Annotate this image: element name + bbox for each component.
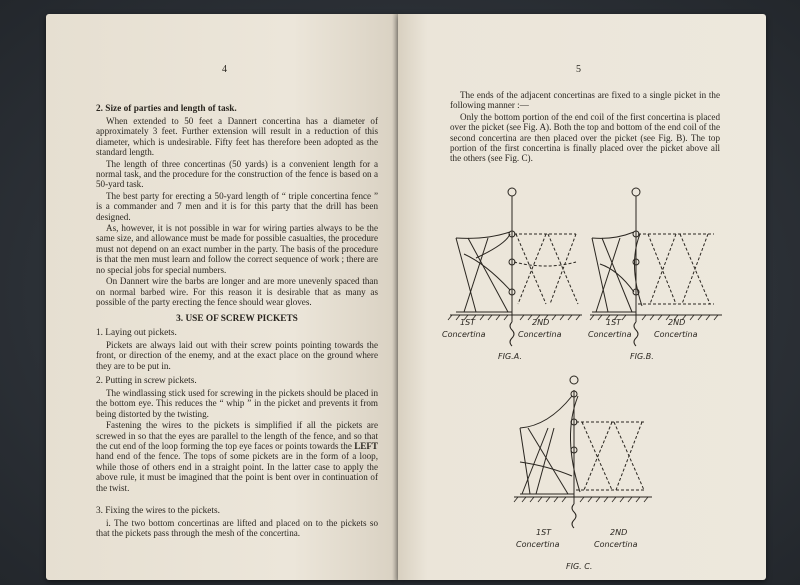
subsection-heading: 3. Fixing the wires to the pickets. xyxy=(96,506,220,516)
subsection-heading: 2. Putting in screw pickets. xyxy=(96,376,197,386)
paragraph: Pickets are always laid out with their screw points pointing towards the front, or direction of the enemy, and at the exact place on the ground where they are to be put in. xyxy=(96,340,378,371)
section-body xyxy=(96,518,378,540)
paragraph: As, however, it is not possible in war for wiring parties always to be the same size, and allowance must be made for possible casualties, the procedure must not depend on an exact number in the party. The basis of the procedure is that the men must learn and follow the correct sequence of work ; there are no special jobs for special numbers. xyxy=(96,223,378,275)
figure-b-caption: FIG.B. xyxy=(630,352,654,361)
page-number: 4 xyxy=(222,64,227,75)
paragraph: The windlassing stick used for screwing in the pickets should be placed in the bottom eye. This reduces the “ whip ” in the picket and prevents it from being distorted by the twisting. xyxy=(96,388,378,419)
figure-a-caption: FIG.A. xyxy=(498,352,522,361)
section-body xyxy=(450,90,720,165)
figure-label-first-caption: Concertina xyxy=(516,540,560,549)
figure-c-illustration xyxy=(508,366,658,546)
paragraph: On Dannert wire the barbs are longer and are more unevenly spaced than on normal barbed wire. For this reason it is desirable that as many as possible of the party erecting the fence should wear gloves. xyxy=(96,276,378,307)
figure-b-illustration xyxy=(588,174,728,374)
paragraph: The ends of the adjacent concertinas are fixed to a single picket in the following manner :— xyxy=(450,90,720,111)
right-page xyxy=(398,14,766,580)
figure-label-first: 1ST xyxy=(460,318,476,327)
figure-label-first: 1ST xyxy=(536,528,552,537)
figure-label-first-caption: Concertina xyxy=(442,330,486,339)
figure-label-second-caption: Concertina xyxy=(654,330,698,339)
figure-label-first: 1ST xyxy=(606,318,622,327)
figure-label-second: 2ND xyxy=(532,318,550,327)
paragraph: When extended to 50 feet a Dannert concertina has a diameter of approximately 3 feet. Further extension will result in a reduction of this diameter, which is undesirable. Fifty feet has therefore been adopted as the standard length. xyxy=(96,116,378,158)
figure-a-illustration xyxy=(446,174,586,374)
section-heading: 2. Size of parties and length of task. xyxy=(96,104,237,114)
section-body xyxy=(96,340,378,372)
paragraph xyxy=(96,420,378,493)
section-body xyxy=(96,116,378,308)
figure-label-second: 2ND xyxy=(610,528,628,537)
left-page xyxy=(46,14,398,580)
paragraph: The length of three concertinas (50 yards) is a convenient length for a normal task, and the procedure for the construction of the fence is based on a 50-yard task. xyxy=(96,158,378,190)
paragraph: i. The two bottom concertinas are lifted and placed on to the pickets so that the pickets pass through the mesh of the concertina. xyxy=(96,518,378,539)
paragraph: The best party for erecting a 50-yard length of “ triple concertina fence ” is a commander and 7 men and it is for this party that the drill has been designed. xyxy=(96,190,378,222)
chapter-title: 3. USE OF SCREW PICKETS xyxy=(176,314,298,324)
page-number: 5 xyxy=(576,64,581,75)
subsection-heading: 1. Laying out pickets. xyxy=(96,328,177,338)
figure-label-second-caption: Concertina xyxy=(518,330,562,339)
figure-label-first-caption: Concertina xyxy=(588,330,632,339)
paragraph-text: Fastening the wires to the pickets is simplified if all the pickets are screwed in so that the eyes are parallel to the length of the fence, and so that the cut end of the loop forming the top eye faces or points towards the xyxy=(96,420,378,452)
figure-label-second-caption: Concertina xyxy=(594,540,638,549)
section-body xyxy=(96,388,378,494)
paragraph-text: hand end of the fence. The tops of some pickets are in the form of a loop, while those of others end in a straight point. In the latter case to apply the above rule, it must be imagined that the point is bent over in continuation of the twist. xyxy=(96,451,378,493)
figure-label-second: 2ND xyxy=(668,318,686,327)
emphasis-text: LEFT xyxy=(354,441,378,452)
figure-c-caption: FIG. C. xyxy=(566,562,593,571)
paragraph: Only the bottom portion of the end coil of the first concertina is placed over the picket (see Fig. A). Both the top and bottom of the end coil of the second concertina are then placed over the picket (see Fig. B). The top portion of the first concertina is finally placed over the picket above all the others (see Fig. C). xyxy=(450,111,720,164)
